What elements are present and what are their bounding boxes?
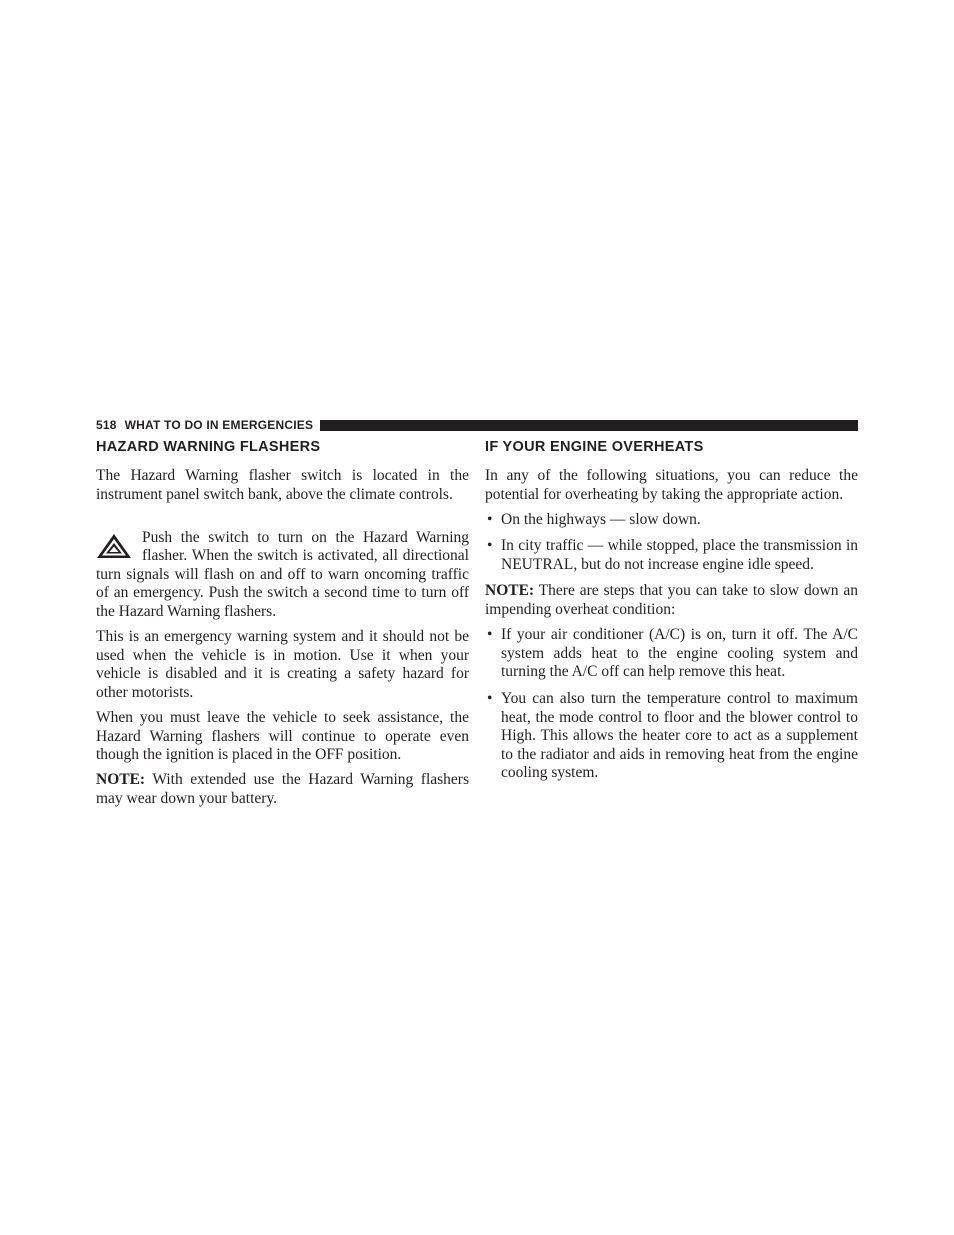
hazard-para-usage: This is an emergency warning system and it should not be used when the vehicle is in motion. Use it when your vehicle is disabled and it is creating a safety hazard for other motorists. [96, 628, 469, 701]
page-header [96, 416, 858, 434]
hazard-para-operation: Push the switch to turn on the Hazard Warning flasher. When the switch is activated, all directional turn signals will flash on and off to warn oncoming traffic of an emergency. Push the switch a second time to turn off the Hazard Warning flashers. [96, 528, 469, 621]
hazard-heading: HAZARD WARNING FLASHERS [96, 439, 321, 455]
header-rule [320, 420, 858, 431]
bullet: • [487, 626, 493, 644]
bullet: • [487, 510, 493, 528]
overheat-steps-list [485, 626, 858, 783]
note-label: NOTE: [485, 582, 535, 600]
list-item: • If your air conditioner (A/C) is on, turn it off. The A/C system adds heat to the engine cooling system and turning the A/C off can help remove this heat. [487, 626, 858, 681]
page-number: 518 [96, 418, 117, 432]
section-title: WHAT TO DO IN EMERGENCIES [124, 418, 314, 432]
overheat-situations-list [485, 511, 858, 575]
left-column [96, 437, 469, 815]
hazard-warning-block [96, 529, 469, 622]
overheat-heading: IF YOUR ENGINE OVERHEATS [485, 439, 704, 455]
hazard-para-location: The Hazard Warning flasher switch is located in the instrument panel switch bank, above the climate controls. [96, 467, 469, 503]
bullet: • [487, 537, 493, 555]
hazard-warning-triangle-icon [96, 533, 132, 559]
overheat-note [485, 582, 858, 619]
overheat-intro: In any of the following situations, you can reduce the potential for overheating by taking the appropriate action. [485, 467, 858, 503]
list-item: • On the highways — slow down. [487, 510, 701, 528]
hazard-para-leave-vehicle: When you must leave the vehicle to seek assistance, the Hazard Warning flashers will continue to operate even though the ignition is placed in the OFF position. [96, 709, 469, 764]
bullet: • [487, 689, 493, 707]
list-item: • In city traffic — while stopped, place the transmission in NEUTRAL, but do not increase engine idle speed. [487, 537, 858, 573]
hazard-note [96, 771, 469, 808]
note-text: There are steps that you can take to slow down an impending overheat condition: [485, 582, 858, 619]
note-label: NOTE: [96, 771, 146, 789]
right-column [485, 437, 858, 791]
note-text: With extended use the Hazard Warning flashers may wear down your battery. [96, 771, 469, 807]
list-item: • You can also turn the temperature control to maximum heat, the mode control to floor and the blower control to High. This allows the heater core to act as a supplement to the radiator and aids in removing heat from the engine cooling system. [487, 689, 858, 782]
